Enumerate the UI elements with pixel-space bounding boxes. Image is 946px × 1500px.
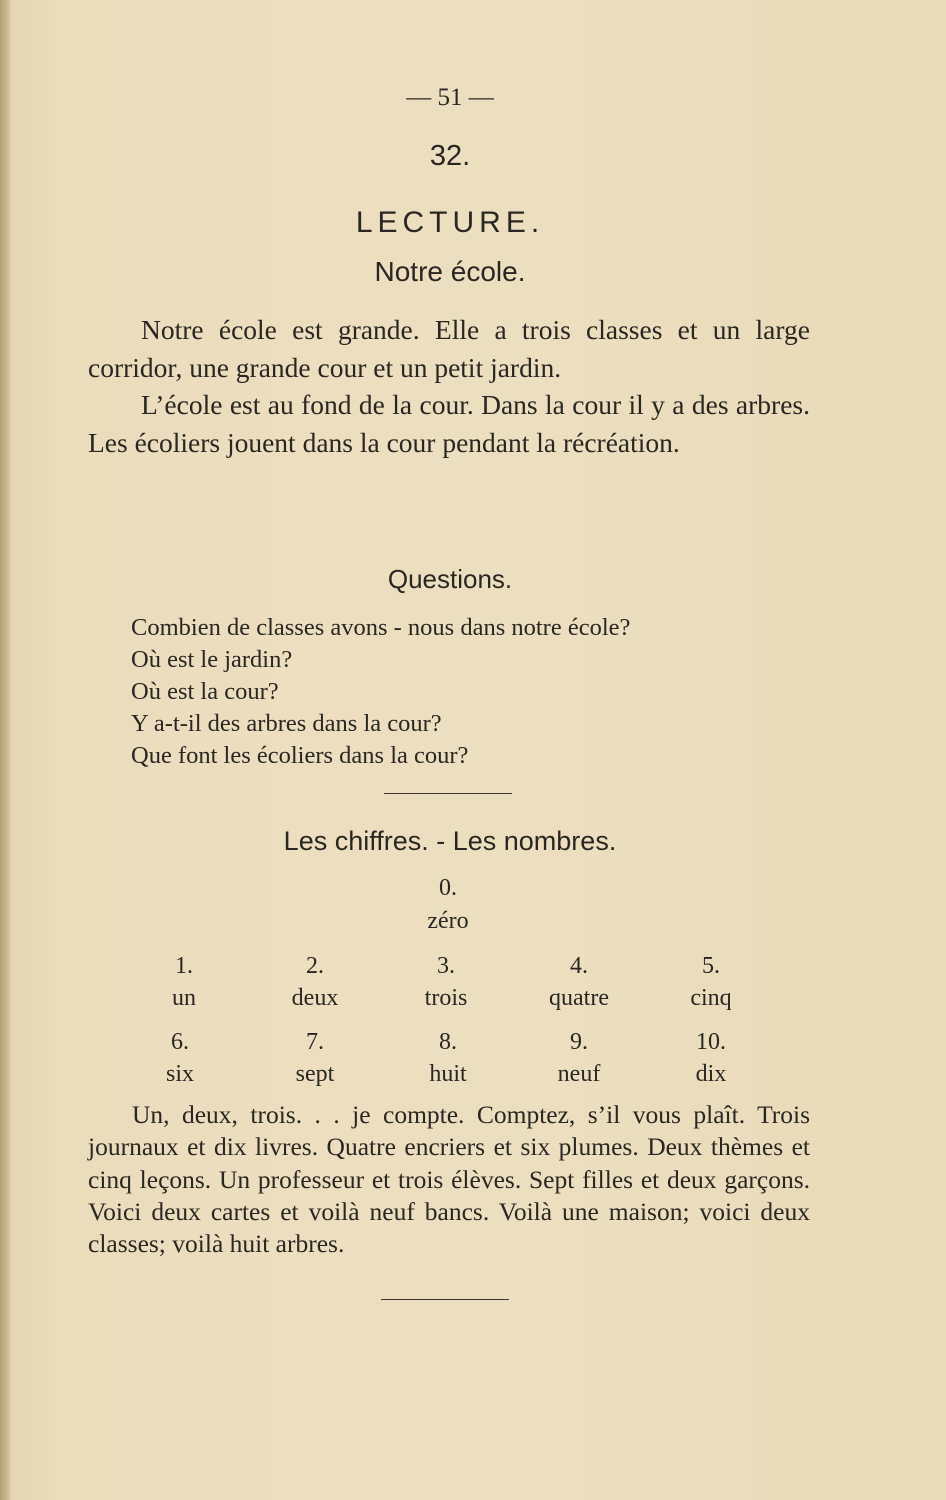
number-cell	[378, 1029, 518, 1088]
questions-title: Questions.	[387, 564, 513, 594]
question-item: Combien de classes avons - nous dans notre école?	[131, 614, 631, 641]
numbers-paragraph: Un, deux, trois. . . je compte. Comptez, s’il vous plaît. Trois journaux et dix livres. Quatre encriers et six plumes. Deux thèmes et cinq leçons. Un professeur et trois élèves. Sept filles et deux garçons. Voici deux cartes et voilà neuf bancs. Voilà une maison; voici deux classes; voilà huit arbres.	[88, 1100, 810, 1259]
number-cell	[509, 1029, 649, 1088]
number-cell	[114, 953, 254, 1012]
number-digit: 4.	[570, 953, 588, 979]
number-digit: 2.	[306, 953, 324, 979]
number-word: cinq	[690, 985, 732, 1011]
section-title: LECTURE.	[355, 206, 545, 239]
number-digit: 10.	[696, 1029, 726, 1055]
question-item: Où est le jardin?	[131, 646, 293, 673]
section-divider	[384, 793, 512, 794]
number-word: six	[165, 1061, 194, 1087]
number-word: quatre	[549, 985, 609, 1011]
number-cell	[641, 1029, 781, 1088]
number-word: dix	[695, 1061, 727, 1087]
question-item: Y a-t-il des arbres dans la cour?	[131, 710, 442, 737]
number-digit: 5.	[702, 953, 720, 979]
section-divider	[381, 1299, 509, 1300]
number-cell	[245, 1029, 385, 1088]
zero-digit: 0.	[439, 875, 457, 901]
number-cell	[110, 1029, 250, 1088]
numbers-text	[88, 1099, 810, 1260]
number-cell	[245, 953, 385, 1012]
reading-paragraph: L’école est au fond de la cour. Dans la cour il y a des arbres. Les écoliers jouent dans la cour pendant la récréation.	[88, 389, 810, 458]
reading-subtitle: Notre école.	[374, 256, 526, 287]
number-digit: 1.	[175, 953, 193, 979]
number-cell	[509, 953, 649, 1012]
zero-word: zéro	[427, 908, 469, 934]
number-word: neuf	[557, 1061, 601, 1087]
number-word: huit	[429, 1061, 467, 1087]
number-cell	[641, 953, 781, 1012]
question-item: Que font les écoliers dans la cour?	[131, 742, 469, 769]
question-item: Où est la cour?	[131, 678, 279, 705]
page-number: — 51 —	[406, 84, 494, 111]
number-digit: 8.	[439, 1029, 457, 1055]
number-cell	[376, 953, 516, 1012]
numbers-title: Les chiffres. - Les nombres.	[283, 826, 617, 856]
lesson-number: 32.	[429, 140, 471, 172]
number-word: sept	[295, 1061, 335, 1087]
reading-text	[88, 311, 810, 461]
number-digit: 7.	[306, 1029, 324, 1055]
number-digit: 6.	[171, 1029, 189, 1055]
number-word: deux	[291, 985, 339, 1011]
reading-paragraph: Notre école est grande. Elle a trois classes et un large corridor, une grande cour et un petit jardin.	[88, 314, 810, 383]
number-word: trois	[424, 985, 468, 1011]
number-word: un	[172, 985, 196, 1011]
questions-list	[131, 612, 831, 772]
number-digit: 3.	[437, 953, 455, 979]
number-digit: 9.	[570, 1029, 588, 1055]
